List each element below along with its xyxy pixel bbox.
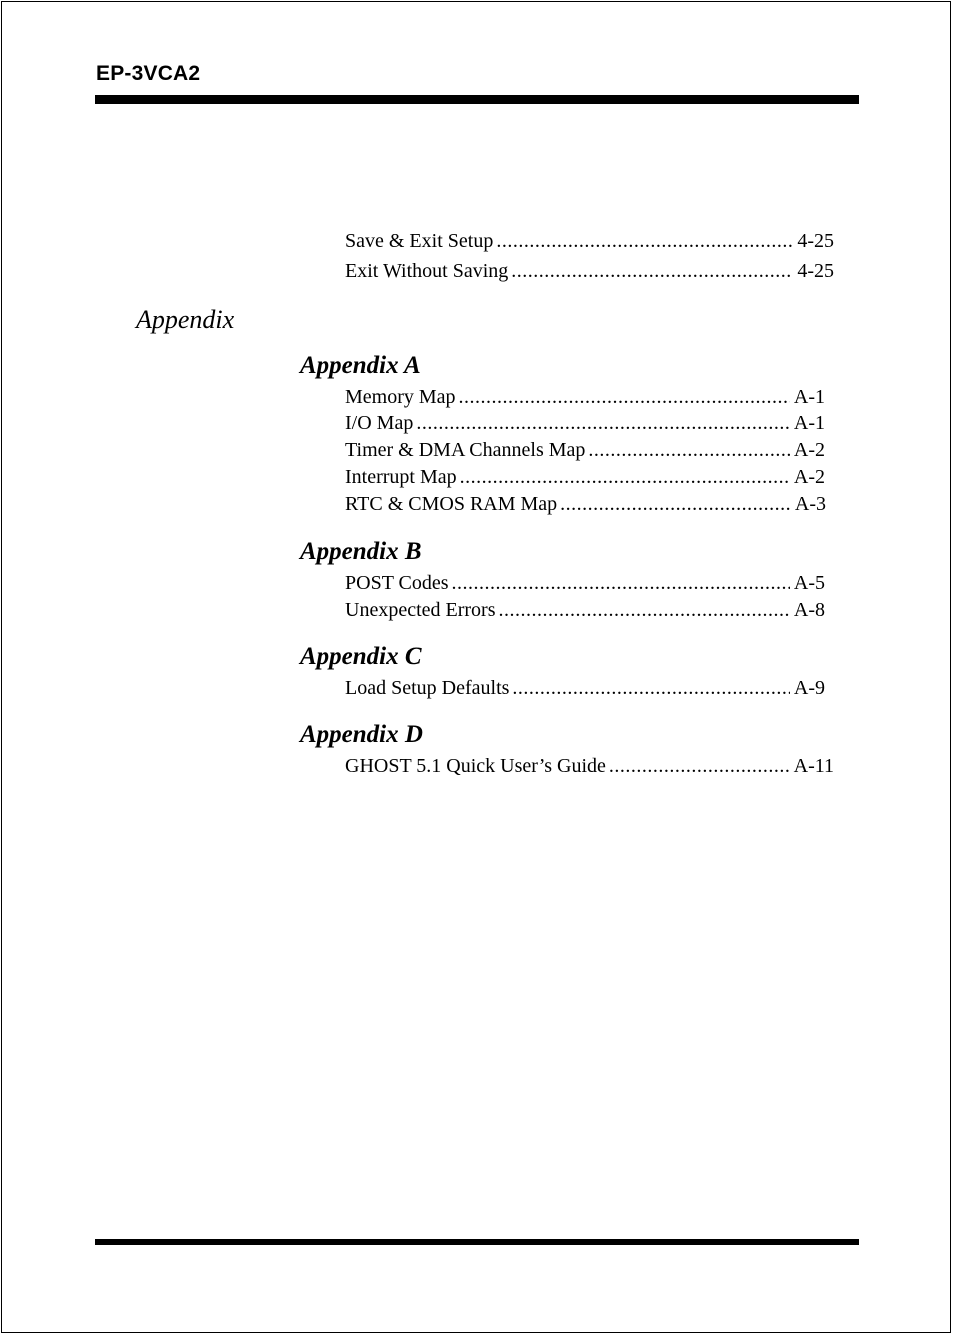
dot-leader: [588, 438, 790, 462]
dot-leader: [609, 754, 790, 778]
appendix-d-heading: Appendix D: [300, 721, 423, 748]
toc-entry-label: Exit Without Saving: [345, 260, 509, 282]
toc-entry[interactable]: [345, 411, 825, 435]
dot-leader: [496, 229, 793, 253]
appendix-c-heading: Appendix C: [300, 643, 422, 670]
section-title: Appendix: [136, 305, 235, 334]
toc-entry-page: 4-25: [797, 230, 834, 252]
toc-entry-page: A-3: [794, 493, 826, 515]
toc-entry-label: Timer & DMA Channels Map: [345, 439, 586, 461]
toc-entry-page: A-1: [793, 412, 825, 434]
dot-leader: [459, 385, 790, 409]
toc-entry[interactable]: [345, 229, 834, 253]
toc-entry[interactable]: [345, 438, 825, 462]
toc-entry-label: POST Codes: [345, 572, 449, 594]
dot-leader: [511, 259, 793, 283]
toc-entry-page: A-2: [793, 466, 825, 488]
toc-entry[interactable]: [345, 385, 825, 409]
toc-entry[interactable]: [345, 465, 825, 489]
appendix-b-heading: Appendix B: [300, 538, 422, 565]
toc-entry-page: A-2: [793, 439, 825, 461]
document-header-title: EP-3VCA2: [96, 62, 201, 85]
toc-entry[interactable]: [345, 598, 825, 622]
toc-entry-label: RTC & CMOS RAM Map: [345, 493, 558, 515]
toc-entry-page: A-8: [793, 599, 825, 621]
toc-entry-page: A-5: [793, 572, 825, 594]
dot-leader: [452, 571, 790, 595]
toc-entry-label: Load Setup Defaults: [345, 677, 510, 699]
toc-entry[interactable]: [345, 492, 826, 516]
toc-entry[interactable]: [345, 571, 825, 595]
toc-entry-page: 4-25: [797, 260, 834, 282]
toc-entry-page: A-1: [793, 386, 825, 408]
dot-leader: [512, 676, 789, 700]
dot-leader: [416, 411, 790, 435]
toc-entry-label: GHOST 5.1 Quick User’s Guide: [345, 755, 606, 777]
toc-entry-label: Memory Map: [345, 386, 456, 408]
toc-entry-page: A-9: [793, 677, 825, 699]
header-rule: [95, 95, 859, 104]
toc-entry-label: Interrupt Map: [345, 466, 457, 488]
toc-entry[interactable]: [345, 259, 834, 283]
toc-entry-page: A-11: [793, 755, 834, 777]
toc-entry-label: Unexpected Errors: [345, 599, 496, 621]
dot-leader: [460, 465, 790, 489]
toc-entry-label: Save & Exit Setup: [345, 230, 494, 252]
toc-entry[interactable]: [345, 676, 825, 700]
page-border: [1, 1, 951, 1333]
appendix-a-heading: Appendix A: [300, 352, 421, 379]
toc-entry-label: I/O Map: [345, 412, 414, 434]
dot-leader: [560, 492, 791, 516]
toc-entry[interactable]: [345, 754, 834, 778]
footer-rule: [95, 1239, 859, 1245]
dot-leader: [499, 598, 790, 622]
